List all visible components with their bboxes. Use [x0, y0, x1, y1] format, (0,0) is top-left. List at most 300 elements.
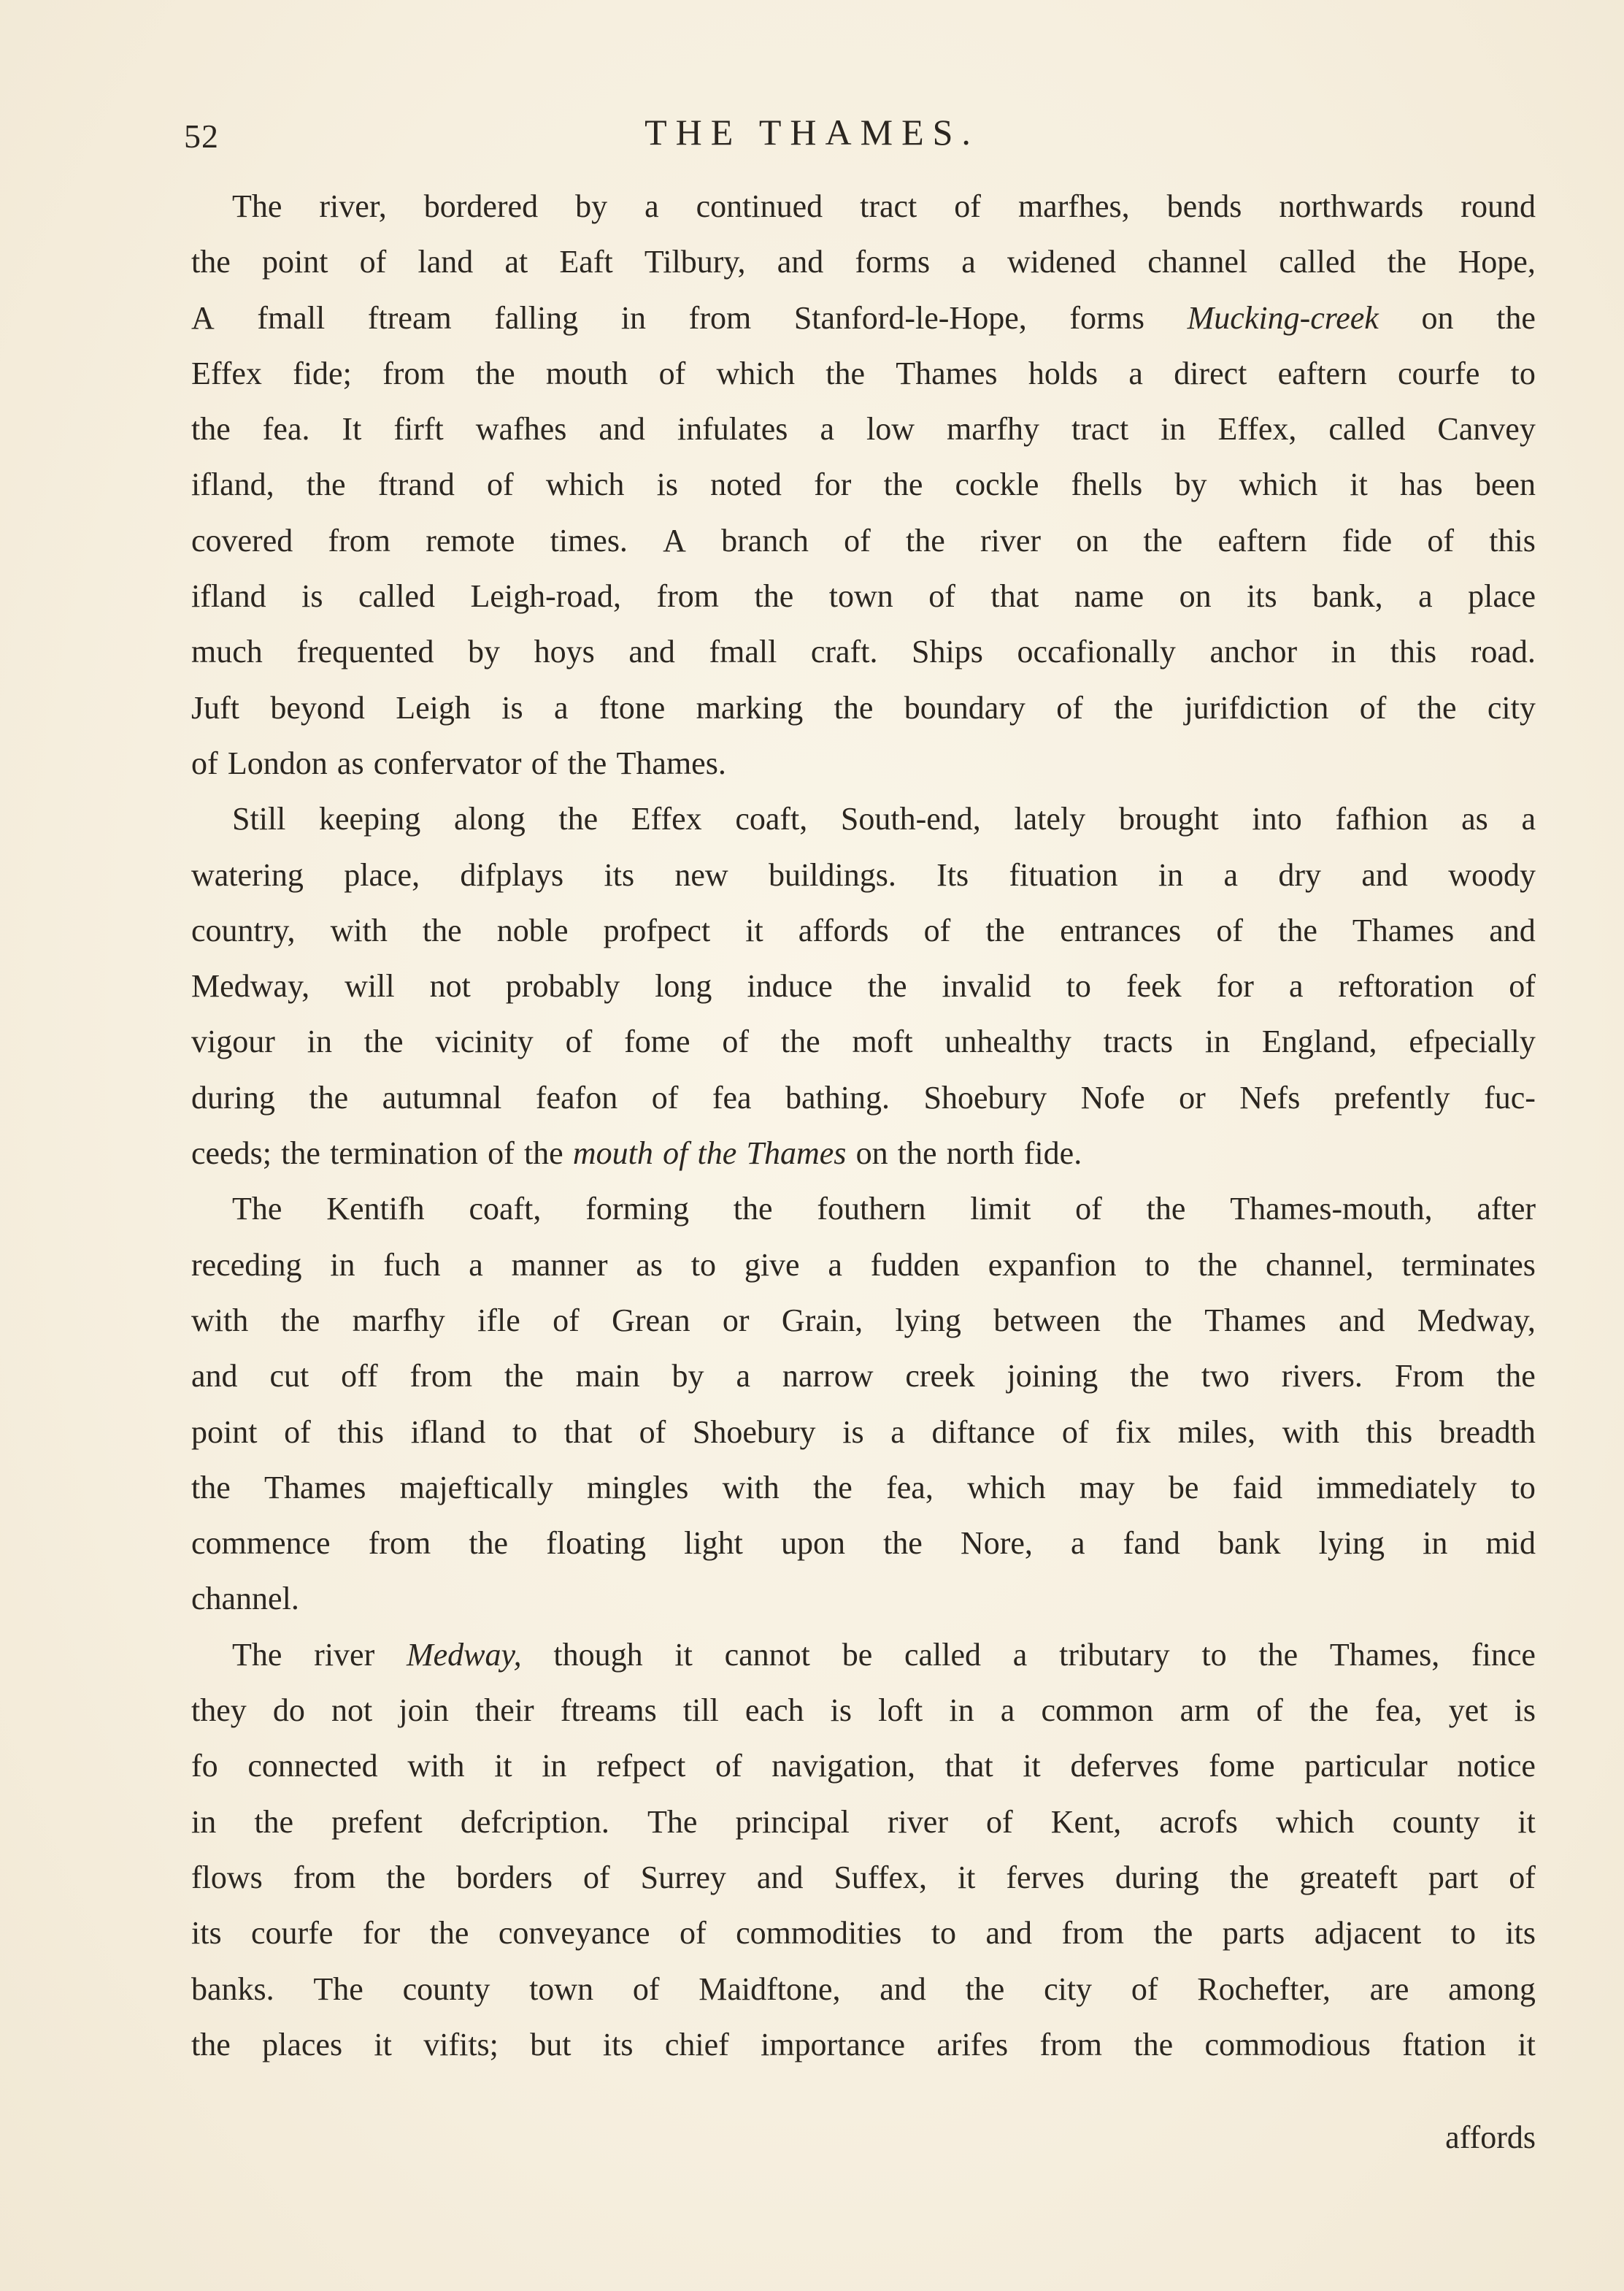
word: the [1496, 299, 1536, 336]
word: occafionally [1017, 634, 1176, 670]
word: a [1128, 355, 1143, 391]
word: with [330, 912, 388, 948]
word: The [647, 1803, 698, 1840]
word: defcription. [460, 1803, 609, 1840]
word: in [307, 1024, 332, 1060]
word: ifland [410, 1413, 486, 1450]
word: its [602, 2026, 634, 2062]
word: it [1350, 467, 1368, 503]
word: courfe [251, 1915, 334, 1952]
word: moft [852, 1024, 913, 1060]
word: the [504, 1358, 544, 1394]
word: of [191, 745, 218, 781]
word: in [1158, 856, 1184, 893]
word: tract [860, 188, 917, 224]
word: a [1071, 1525, 1085, 1562]
word: the [813, 1469, 853, 1505]
word: to [1510, 355, 1536, 391]
word: this [1390, 634, 1437, 670]
word: bordered [423, 188, 539, 224]
word: probably [505, 968, 620, 1005]
text-line [191, 402, 1536, 457]
word: the [191, 2026, 231, 2062]
word: Thames [264, 1469, 366, 1505]
text-line [191, 569, 1536, 624]
word: reftoration [1338, 968, 1474, 1005]
word: called [358, 578, 436, 615]
word: is [656, 467, 678, 503]
word: between [993, 1302, 1101, 1338]
text-line [191, 513, 1536, 569]
word: holds [1028, 355, 1098, 391]
word: remote [426, 522, 515, 559]
word: coaft, [735, 801, 808, 837]
word: fand [1123, 1525, 1180, 1562]
word: it [1517, 2026, 1536, 2062]
word: watering [191, 856, 304, 893]
word: Thames [896, 355, 998, 391]
word: London [227, 745, 328, 781]
word: during [191, 1079, 275, 1116]
word: lying [1318, 1525, 1385, 1562]
word: fuch [383, 1246, 441, 1283]
word: river [314, 1636, 375, 1673]
word: the [883, 467, 923, 503]
word: the [306, 467, 346, 503]
word: fafhion [1335, 801, 1428, 837]
word: a [1521, 801, 1536, 837]
word: the [254, 1803, 294, 1840]
word: mouth [572, 1135, 653, 1172]
word: fince [1471, 1636, 1536, 1673]
word: expanfion [988, 1246, 1117, 1283]
word: times. [550, 522, 628, 559]
word: on [1421, 299, 1454, 336]
word: called [904, 1636, 982, 1673]
word: that [944, 1748, 993, 1784]
word: The [232, 1191, 282, 1227]
word: from [293, 1859, 356, 1895]
word: county [1392, 1803, 1480, 1840]
word: fide [1342, 522, 1393, 559]
word: into [1252, 801, 1302, 837]
word: which [545, 467, 625, 503]
body-text [191, 179, 1536, 2073]
word: be [1168, 1469, 1199, 1505]
word: cockle [955, 467, 1039, 503]
word: Thames [1352, 912, 1455, 948]
word: cannot [724, 1636, 810, 1673]
word: in [191, 1803, 217, 1840]
word: Ships [912, 634, 983, 670]
word: that [990, 578, 1039, 615]
text-line [191, 179, 1536, 234]
word: craft. [810, 634, 878, 670]
word: marfhy [352, 1302, 445, 1338]
word: land [417, 244, 474, 280]
word: Shoebury [692, 1413, 816, 1450]
word: affords [798, 912, 889, 948]
text-line [191, 1126, 1536, 1181]
word: are [1369, 1970, 1409, 2007]
word: the [897, 1135, 937, 1172]
word: the [191, 411, 231, 448]
word: autumnal [382, 1079, 502, 1116]
word: principal [735, 1803, 850, 1840]
word: majeftically [399, 1469, 553, 1505]
text-line [191, 1795, 1536, 1850]
word: fmall [257, 299, 326, 336]
word: or [1179, 1079, 1206, 1116]
word: and [880, 1970, 926, 2007]
word: ifland [191, 578, 266, 615]
word: northwards [1279, 188, 1424, 224]
word: chief [664, 2026, 729, 2062]
word: for [814, 467, 852, 503]
word: immediately [1316, 1469, 1477, 1505]
word: its [1505, 1915, 1536, 1952]
word: of [1075, 1191, 1102, 1227]
word: the [754, 578, 794, 615]
word: that [563, 1413, 612, 1450]
word: fide. [1023, 1135, 1082, 1172]
word: tracts [1103, 1024, 1174, 1060]
word: much [191, 634, 263, 670]
word: Kentifh [326, 1191, 425, 1227]
word: tributary [1059, 1636, 1170, 1673]
word: Effex [191, 355, 262, 391]
word: widened [1007, 244, 1117, 280]
word: county [402, 1970, 490, 2007]
word: river [887, 1803, 948, 1840]
word: or [722, 1302, 750, 1338]
word: in [1161, 411, 1186, 448]
word: with [1282, 1413, 1339, 1450]
word: the [826, 355, 866, 391]
word: bends [1166, 188, 1242, 224]
word: among [1448, 1970, 1536, 2007]
word: and [1361, 856, 1408, 893]
word: the [1309, 1692, 1349, 1729]
text-line [191, 959, 1536, 1014]
word: vigour [191, 1024, 275, 1060]
word: Thames [1204, 1302, 1306, 1338]
word: a [961, 244, 976, 280]
word: the [280, 1302, 320, 1338]
word: of [1131, 1970, 1158, 2007]
word: fo [191, 1748, 218, 1784]
word: marfhy [946, 411, 1040, 448]
word: frequented [296, 634, 434, 670]
word: fea, [1374, 1692, 1423, 1729]
word: of [651, 1079, 679, 1116]
word: of [1427, 522, 1455, 559]
text-line [191, 1293, 1536, 1348]
word: called [1279, 244, 1356, 280]
word: branch [721, 522, 809, 559]
word: is [301, 578, 323, 615]
word: but [530, 2026, 572, 2062]
word: its [1247, 578, 1277, 615]
word: a [1418, 578, 1433, 615]
word: a [644, 188, 659, 224]
word: fix [1115, 1413, 1152, 1450]
word: manner [511, 1246, 608, 1283]
word: buildings. [769, 856, 896, 893]
word: city [1044, 1970, 1093, 2007]
word: the [1143, 522, 1183, 559]
word: it [674, 1636, 693, 1673]
word: by [575, 188, 608, 224]
text-line [191, 1683, 1536, 1738]
word: for [362, 1915, 401, 1952]
text-line [191, 1405, 1536, 1460]
word: Tilbury, [644, 244, 746, 280]
word: fide; [293, 355, 352, 391]
word: Effex [631, 801, 702, 837]
word: town [529, 1970, 594, 2007]
word: of [553, 1302, 580, 1338]
word: is [842, 1413, 864, 1450]
word: the [1496, 1358, 1536, 1394]
word: Thames, [1329, 1636, 1440, 1673]
word: lying [895, 1302, 961, 1338]
word: fome [624, 1024, 690, 1060]
word: efpecially [1409, 1024, 1536, 1060]
word: noted [710, 467, 782, 503]
text-line [191, 291, 1536, 346]
word: the [965, 1970, 1005, 2007]
word: importance [761, 2026, 906, 2062]
word: called [1328, 411, 1406, 448]
word: Effex, [1217, 411, 1297, 448]
word: of [488, 1135, 515, 1172]
word: of [1056, 689, 1083, 726]
word: Thames-mouth, [1230, 1191, 1433, 1227]
word: of [1216, 912, 1244, 948]
word: fuc- [1484, 1079, 1536, 1116]
word: this [1366, 1413, 1413, 1450]
word: it [745, 912, 763, 948]
word: banks. [191, 1970, 274, 2007]
word: Leigh-road, [470, 578, 621, 615]
word: with [407, 1748, 465, 1784]
word: and [599, 411, 645, 448]
text-line [191, 1962, 1536, 2017]
word: from [368, 1525, 431, 1562]
word: Rochefter, [1197, 1970, 1331, 2007]
word: the [697, 1135, 737, 1172]
word: limit [970, 1191, 1031, 1227]
word: the [1258, 1636, 1298, 1673]
word: unhealthy [944, 1024, 1071, 1060]
word: north [946, 1135, 1015, 1172]
catchword: affords [1445, 2119, 1536, 2155]
word: the [386, 1859, 426, 1895]
word: hoys [534, 634, 595, 670]
word: a [1223, 856, 1239, 893]
word: for [1216, 968, 1254, 1005]
word: Kent, [1050, 1803, 1122, 1840]
word: and [628, 634, 675, 670]
word: in [542, 1748, 567, 1784]
word: and [985, 1915, 1033, 1952]
word: and [1338, 1302, 1385, 1338]
word: notice [1457, 1748, 1536, 1784]
word: a [890, 1413, 905, 1450]
word: it [374, 2026, 392, 2062]
text-line [191, 2017, 1536, 2073]
text-line [191, 1181, 1536, 1237]
word: the [905, 522, 945, 559]
word: Canvey [1437, 411, 1536, 448]
word: of [1359, 689, 1387, 726]
word: of [658, 355, 686, 391]
word: channel [1147, 244, 1248, 280]
word: which [1275, 1803, 1355, 1840]
word: Suffex, [834, 1859, 927, 1895]
word: of [928, 578, 955, 615]
word: name [1074, 578, 1144, 615]
word: the [733, 1191, 773, 1227]
word: lately [1014, 801, 1086, 837]
word: which [1239, 467, 1318, 503]
word: channel. [191, 1581, 299, 1617]
word: boundary [904, 689, 1025, 726]
word: the [281, 1135, 320, 1172]
word: of [715, 1748, 742, 1784]
word: Nore, [960, 1525, 1033, 1562]
word: join [399, 1692, 449, 1729]
word: marfhes, [1017, 188, 1130, 224]
word: fouthern [817, 1191, 926, 1227]
word: navigation, [771, 1748, 916, 1784]
text-line [191, 1627, 1536, 1683]
word: with [191, 1302, 249, 1338]
text-line [191, 1738, 1536, 1794]
word: to [1066, 968, 1091, 1005]
text-line [191, 680, 1536, 736]
word: a [1288, 968, 1304, 1005]
word: off [341, 1358, 378, 1394]
word: a [469, 1246, 483, 1283]
word: Shoebury [923, 1079, 1047, 1116]
word: Maidftone, [699, 1970, 841, 2007]
word: breadth [1439, 1413, 1536, 1450]
word: wafhes [475, 411, 567, 448]
word: is [830, 1692, 853, 1729]
word: on [855, 1135, 888, 1172]
word: it [494, 1748, 512, 1784]
text-line [191, 791, 1536, 847]
word: long [655, 968, 712, 1005]
word: ftation [1402, 2026, 1487, 2062]
word: the [1133, 1302, 1172, 1338]
word: floating [546, 1525, 647, 1562]
word: fea, [886, 1469, 934, 1505]
word: fea. [262, 411, 310, 448]
word: brought [1118, 801, 1219, 837]
text-line [191, 457, 1536, 513]
word: ifland, [191, 467, 274, 503]
word: Grean [612, 1302, 690, 1338]
word: Juft [191, 689, 239, 726]
word: the [475, 355, 515, 391]
text-line [191, 346, 1536, 402]
text-line [191, 736, 1536, 791]
word: from [382, 355, 445, 391]
word: the [1146, 1191, 1186, 1227]
word: ftone [599, 689, 666, 726]
word: ferves [1006, 1859, 1085, 1895]
text-line [191, 1014, 1536, 1070]
word: fhells [1071, 467, 1143, 503]
word: The [313, 1970, 363, 2007]
word: arifes [936, 2026, 1009, 2062]
word: of [1509, 1859, 1536, 1895]
word: each [744, 1692, 804, 1729]
word: the [1278, 912, 1317, 948]
word: to [512, 1413, 538, 1450]
word: beyond [270, 689, 365, 726]
word: do [272, 1692, 305, 1729]
word: light [684, 1525, 743, 1562]
word: road. [1470, 634, 1536, 670]
word: of [663, 1135, 688, 1172]
word: invalid [942, 968, 1031, 1005]
word: and [191, 1358, 238, 1394]
word: to [1144, 1246, 1170, 1283]
word: Leigh [396, 689, 471, 726]
word: of [679, 1915, 707, 1952]
word: and [756, 1859, 804, 1895]
text-line [191, 1571, 1536, 1627]
word: in [1204, 1024, 1231, 1060]
word: as [636, 1246, 663, 1283]
word: keeping [319, 801, 421, 837]
word: greateft [1299, 1859, 1398, 1895]
word: to [1510, 1469, 1536, 1505]
word: of [923, 912, 951, 948]
word: dry [1278, 856, 1321, 893]
word: Surrey [640, 1859, 726, 1895]
word: river, [319, 188, 387, 224]
word: from [409, 1358, 473, 1394]
word: Nofe [1080, 1079, 1145, 1116]
word: it [1023, 1748, 1041, 1784]
word: It [342, 411, 362, 448]
word: forms [1069, 299, 1145, 336]
word: in [330, 1246, 355, 1283]
word: creek [905, 1358, 975, 1394]
word: has [1400, 467, 1443, 503]
word: entrances [1060, 912, 1182, 948]
word: direct [1174, 355, 1247, 391]
word: two [1201, 1358, 1250, 1394]
word: The [232, 1636, 282, 1673]
word: river [980, 522, 1042, 559]
word: places [262, 2026, 343, 2062]
word: the [1229, 1859, 1269, 1895]
word: with [722, 1469, 780, 1505]
word: the [422, 912, 462, 948]
word: will [345, 968, 395, 1005]
word: fome [1209, 1748, 1275, 1784]
text-line [191, 848, 1536, 903]
word: terminates [1401, 1246, 1536, 1283]
word: main [575, 1358, 640, 1394]
word: of [1061, 1413, 1089, 1450]
